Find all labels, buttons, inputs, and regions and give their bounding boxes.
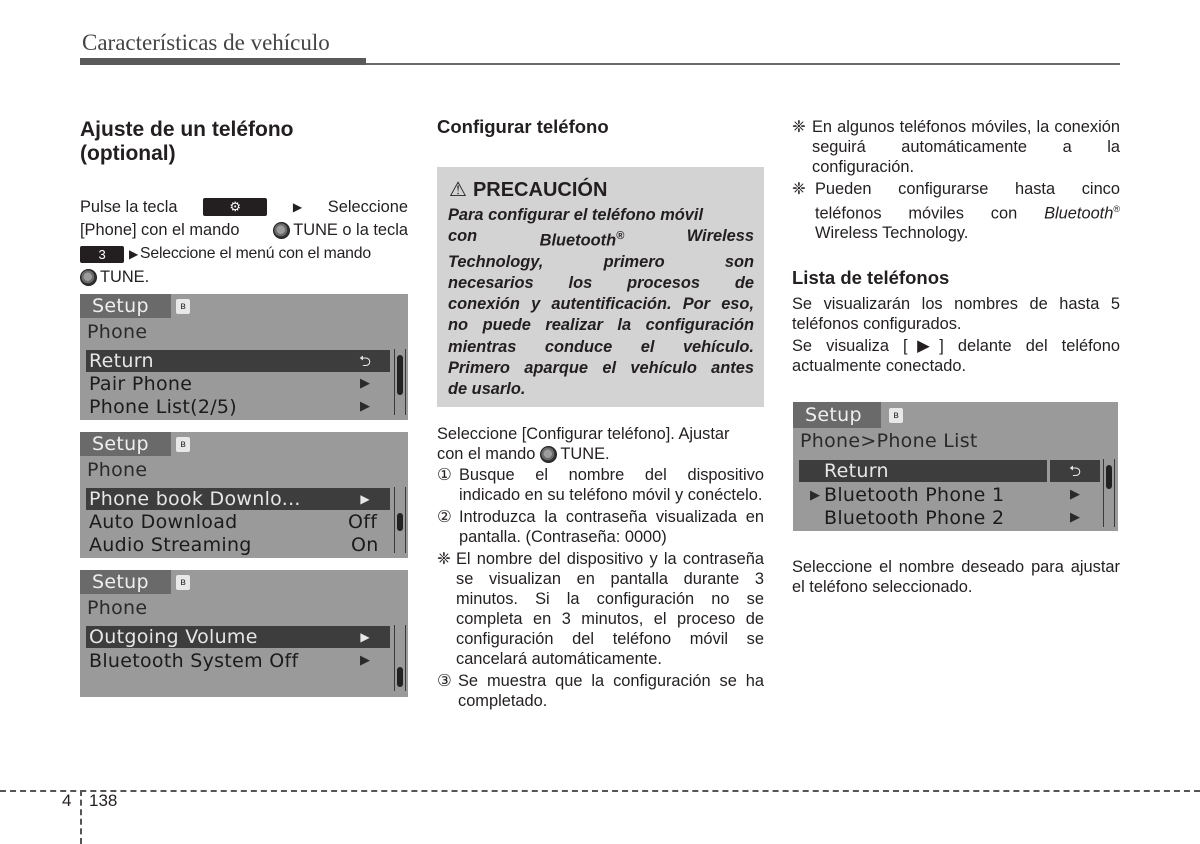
caution-line: Bluetooth bbox=[539, 231, 617, 250]
note-marker: ❈ bbox=[792, 118, 806, 136]
screen-subtitle: Phone>Phone List bbox=[800, 430, 978, 452]
screen-subtitle: Phone bbox=[87, 597, 148, 619]
caution-line: con bbox=[448, 227, 478, 246]
menu-item-audio-streaming[interactable]: Audio Streaming bbox=[89, 534, 252, 556]
caution-line: Wireless bbox=[686, 227, 754, 246]
arrow-right-icon: ▶ bbox=[360, 653, 370, 668]
step-marker: ② bbox=[437, 508, 452, 526]
caution-title-text: PRECAUCIÓN bbox=[472, 179, 608, 201]
scroll-thumb[interactable] bbox=[397, 355, 403, 395]
section-heading bbox=[80, 118, 294, 166]
note-text: Pueden configurarse hasta cinco teléfonos móviles con bbox=[815, 180, 1120, 223]
chapter-number: 4 bbox=[62, 791, 72, 810]
header-bar bbox=[80, 58, 366, 65]
paragraph: Se visualiza [▶] delante del teléfono actualmente conectado. bbox=[792, 337, 1120, 375]
menu-item-phone-list[interactable]: Phone List(2/5) bbox=[89, 396, 238, 418]
note-text-italic: Bluetooth bbox=[1044, 204, 1114, 223]
caution-box bbox=[437, 167, 764, 407]
bluetooth-icon: ʙ bbox=[176, 575, 190, 590]
caution-line: no puede realizar la configuración bbox=[448, 316, 754, 335]
select-paragraph: Seleccione el nombre deseado para ajustar el teléfono seleccionado. bbox=[792, 558, 1120, 596]
tune-knob-icon bbox=[540, 446, 557, 463]
instr-text-3: [Phone] con el mando bbox=[80, 221, 240, 239]
footer-divider bbox=[80, 790, 82, 844]
intro-line: TUNE. bbox=[560, 445, 610, 463]
list-item bbox=[437, 507, 764, 547]
screen-subtitle: Phone bbox=[87, 321, 148, 343]
screen-subtitle: Phone bbox=[87, 459, 148, 481]
note-marker: ❈ bbox=[792, 180, 806, 198]
caution-line: mientras conduce el vehículo. bbox=[448, 337, 754, 356]
list-item: ❈ Pueden configurarse hasta cinco teléfonos móviles con Bluetooth® Wireless Technology. bbox=[792, 180, 1120, 243]
caution-text: Para configurar el teléfono móvil con Bluetooth® Wireless Technology, primero son necesarios los procesos de conexión y autentificación. Por eso, no puede realizar la configuración mientras conduce el vehículo. Primero aparque el vehículo antes de usarlo. bbox=[448, 205, 754, 400]
notes-list bbox=[792, 117, 1120, 243]
menu-item-phonebook-download[interactable]: Phone book Downlo... bbox=[86, 488, 340, 510]
tune-knob-icon bbox=[80, 269, 97, 286]
menu-item-return[interactable]: Return bbox=[86, 350, 340, 372]
step-text: Introduzca la contraseña visualizada en pantalla. (Contraseña: 0000) bbox=[459, 508, 764, 546]
section-heading: Lista de teléfonos bbox=[792, 267, 950, 288]
list-item bbox=[437, 465, 764, 505]
step-marker: ③ bbox=[437, 672, 452, 690]
intro-line: con el mando bbox=[437, 445, 536, 463]
screen-phone-list bbox=[793, 402, 1118, 531]
screen-title: Setup bbox=[80, 570, 171, 594]
heading-line-1: Ajuste de un teléfono bbox=[80, 118, 294, 141]
scroll-thumb[interactable] bbox=[1106, 465, 1112, 489]
arrow-right-icon: ▶ bbox=[360, 399, 370, 414]
note-marker: ❈ bbox=[437, 550, 451, 568]
scroll-thumb[interactable] bbox=[397, 667, 403, 687]
instruction-paragraph bbox=[80, 196, 408, 289]
bluetooth-icon: ʙ bbox=[176, 299, 190, 314]
scrollbar[interactable] bbox=[1103, 459, 1115, 527]
screen-setup-phone-1 bbox=[80, 294, 408, 420]
list-item bbox=[437, 671, 764, 711]
arrow-right-icon[interactable]: ▶ bbox=[340, 626, 390, 648]
menu-item-pair-phone[interactable]: Pair Phone bbox=[89, 373, 193, 395]
step-text: Se muestra que la configuración se ha completado. bbox=[458, 672, 764, 710]
caution-line: necesarios los procesos de bbox=[448, 274, 754, 293]
page-header-title: Características de vehículo bbox=[82, 30, 330, 55]
caution-line: Para configurar el teléfono móvil bbox=[448, 206, 704, 224]
header-rule bbox=[366, 63, 1120, 65]
heading-line-2: (optional) bbox=[80, 142, 176, 165]
screen-title: Setup bbox=[80, 432, 171, 456]
arrow-right-icon: ▶ bbox=[292, 199, 303, 214]
caution-title bbox=[449, 177, 607, 202]
setup-key-icon: ⚙ bbox=[203, 198, 267, 216]
scroll-thumb[interactable] bbox=[397, 513, 403, 531]
menu-item-return[interactable]: Return bbox=[799, 460, 1047, 482]
screen-title: Setup bbox=[80, 294, 171, 318]
warning-icon: ⚠ bbox=[449, 179, 467, 201]
page-number: 138 bbox=[89, 791, 118, 810]
menu-item-auto-download[interactable]: Auto Download bbox=[89, 511, 238, 533]
instr-text-5: Seleccione el menú con el mando bbox=[140, 245, 371, 262]
config-intro bbox=[437, 424, 764, 464]
arrow-right-icon: ▶ bbox=[129, 247, 139, 261]
audio-streaming-value: On bbox=[351, 534, 379, 556]
scrollbar[interactable] bbox=[394, 625, 406, 691]
step-text: Busque el nombre del dispositivo indicado en su teléfono móvil y conéctelo. bbox=[459, 466, 764, 504]
scrollbar[interactable] bbox=[394, 487, 406, 553]
tune-knob-icon bbox=[273, 222, 290, 239]
instr-text-4: TUNE o la tecla bbox=[293, 221, 408, 239]
menu-item-bluetooth-system-off[interactable]: Bluetooth System Off bbox=[89, 650, 299, 672]
phone-list-text bbox=[792, 294, 1120, 376]
step-marker: ① bbox=[437, 466, 452, 484]
scrollbar[interactable] bbox=[394, 349, 406, 415]
screen-setup-phone-3 bbox=[80, 570, 408, 697]
arrow-right-icon[interactable]: ▶ bbox=[340, 488, 390, 510]
screen-setup-phone-2 bbox=[80, 432, 408, 558]
menu-item-bluetooth-phone-2[interactable]: Bluetooth Phone 2 bbox=[824, 507, 1005, 529]
caution-line: Technology, primero son bbox=[448, 252, 754, 271]
instr-text-2: Seleccione bbox=[327, 197, 408, 216]
paragraph: Se visualizarán los nombres de hasta 5 teléfonos configurados. bbox=[792, 295, 1120, 333]
arrow-right-icon: ▶ bbox=[360, 376, 370, 391]
menu-item-bluetooth-phone-1[interactable]: Bluetooth Phone 1 bbox=[824, 484, 1005, 506]
note-text: En algunos teléfonos móviles, la conexión seguirá automáticamente a la configuración. bbox=[812, 118, 1120, 176]
return-icon[interactable]: ⮌ bbox=[1050, 460, 1100, 482]
auto-download-value: Off bbox=[348, 511, 378, 533]
note-text: Wireless Technology. bbox=[815, 224, 969, 243]
intro-line: Seleccione [Configurar teléfono]. Ajustar bbox=[437, 425, 730, 443]
menu-item-outgoing-volume[interactable]: Outgoing Volume bbox=[86, 626, 340, 648]
caution-line: de usarlo. bbox=[448, 380, 526, 399]
connected-indicator-icon: ▶ bbox=[810, 488, 820, 503]
arrow-right-icon: ▶ bbox=[1070, 487, 1080, 502]
footer-rule bbox=[0, 790, 1200, 792]
list-item bbox=[792, 117, 1120, 177]
caution-line: conexión y autentificación. Por eso, bbox=[448, 295, 754, 314]
steps-list bbox=[437, 465, 764, 711]
bluetooth-icon: ʙ bbox=[889, 408, 903, 423]
return-icon[interactable]: ⮌ bbox=[340, 350, 390, 372]
section-heading: Configurar teléfono bbox=[437, 116, 609, 137]
key-3: 3 bbox=[80, 246, 124, 263]
instr-text-1: Pulse la tecla bbox=[80, 197, 178, 216]
caution-line: Primero aparque el vehículo antes bbox=[448, 358, 754, 377]
list-item bbox=[437, 549, 764, 669]
screen-title: Setup bbox=[793, 402, 881, 428]
note-text: El nombre del dispositivo y la contraseña se visualizan en pantalla durante 3 minutos. Si la configuración no se completa en 3 minutos, el proceso de configuración del teléfono móvil se cancelará automáticamente. bbox=[456, 550, 764, 668]
instr-text-6: TUNE. bbox=[100, 268, 150, 286]
bluetooth-icon: ʙ bbox=[176, 437, 190, 452]
arrow-right-icon: ▶ bbox=[1070, 510, 1080, 525]
